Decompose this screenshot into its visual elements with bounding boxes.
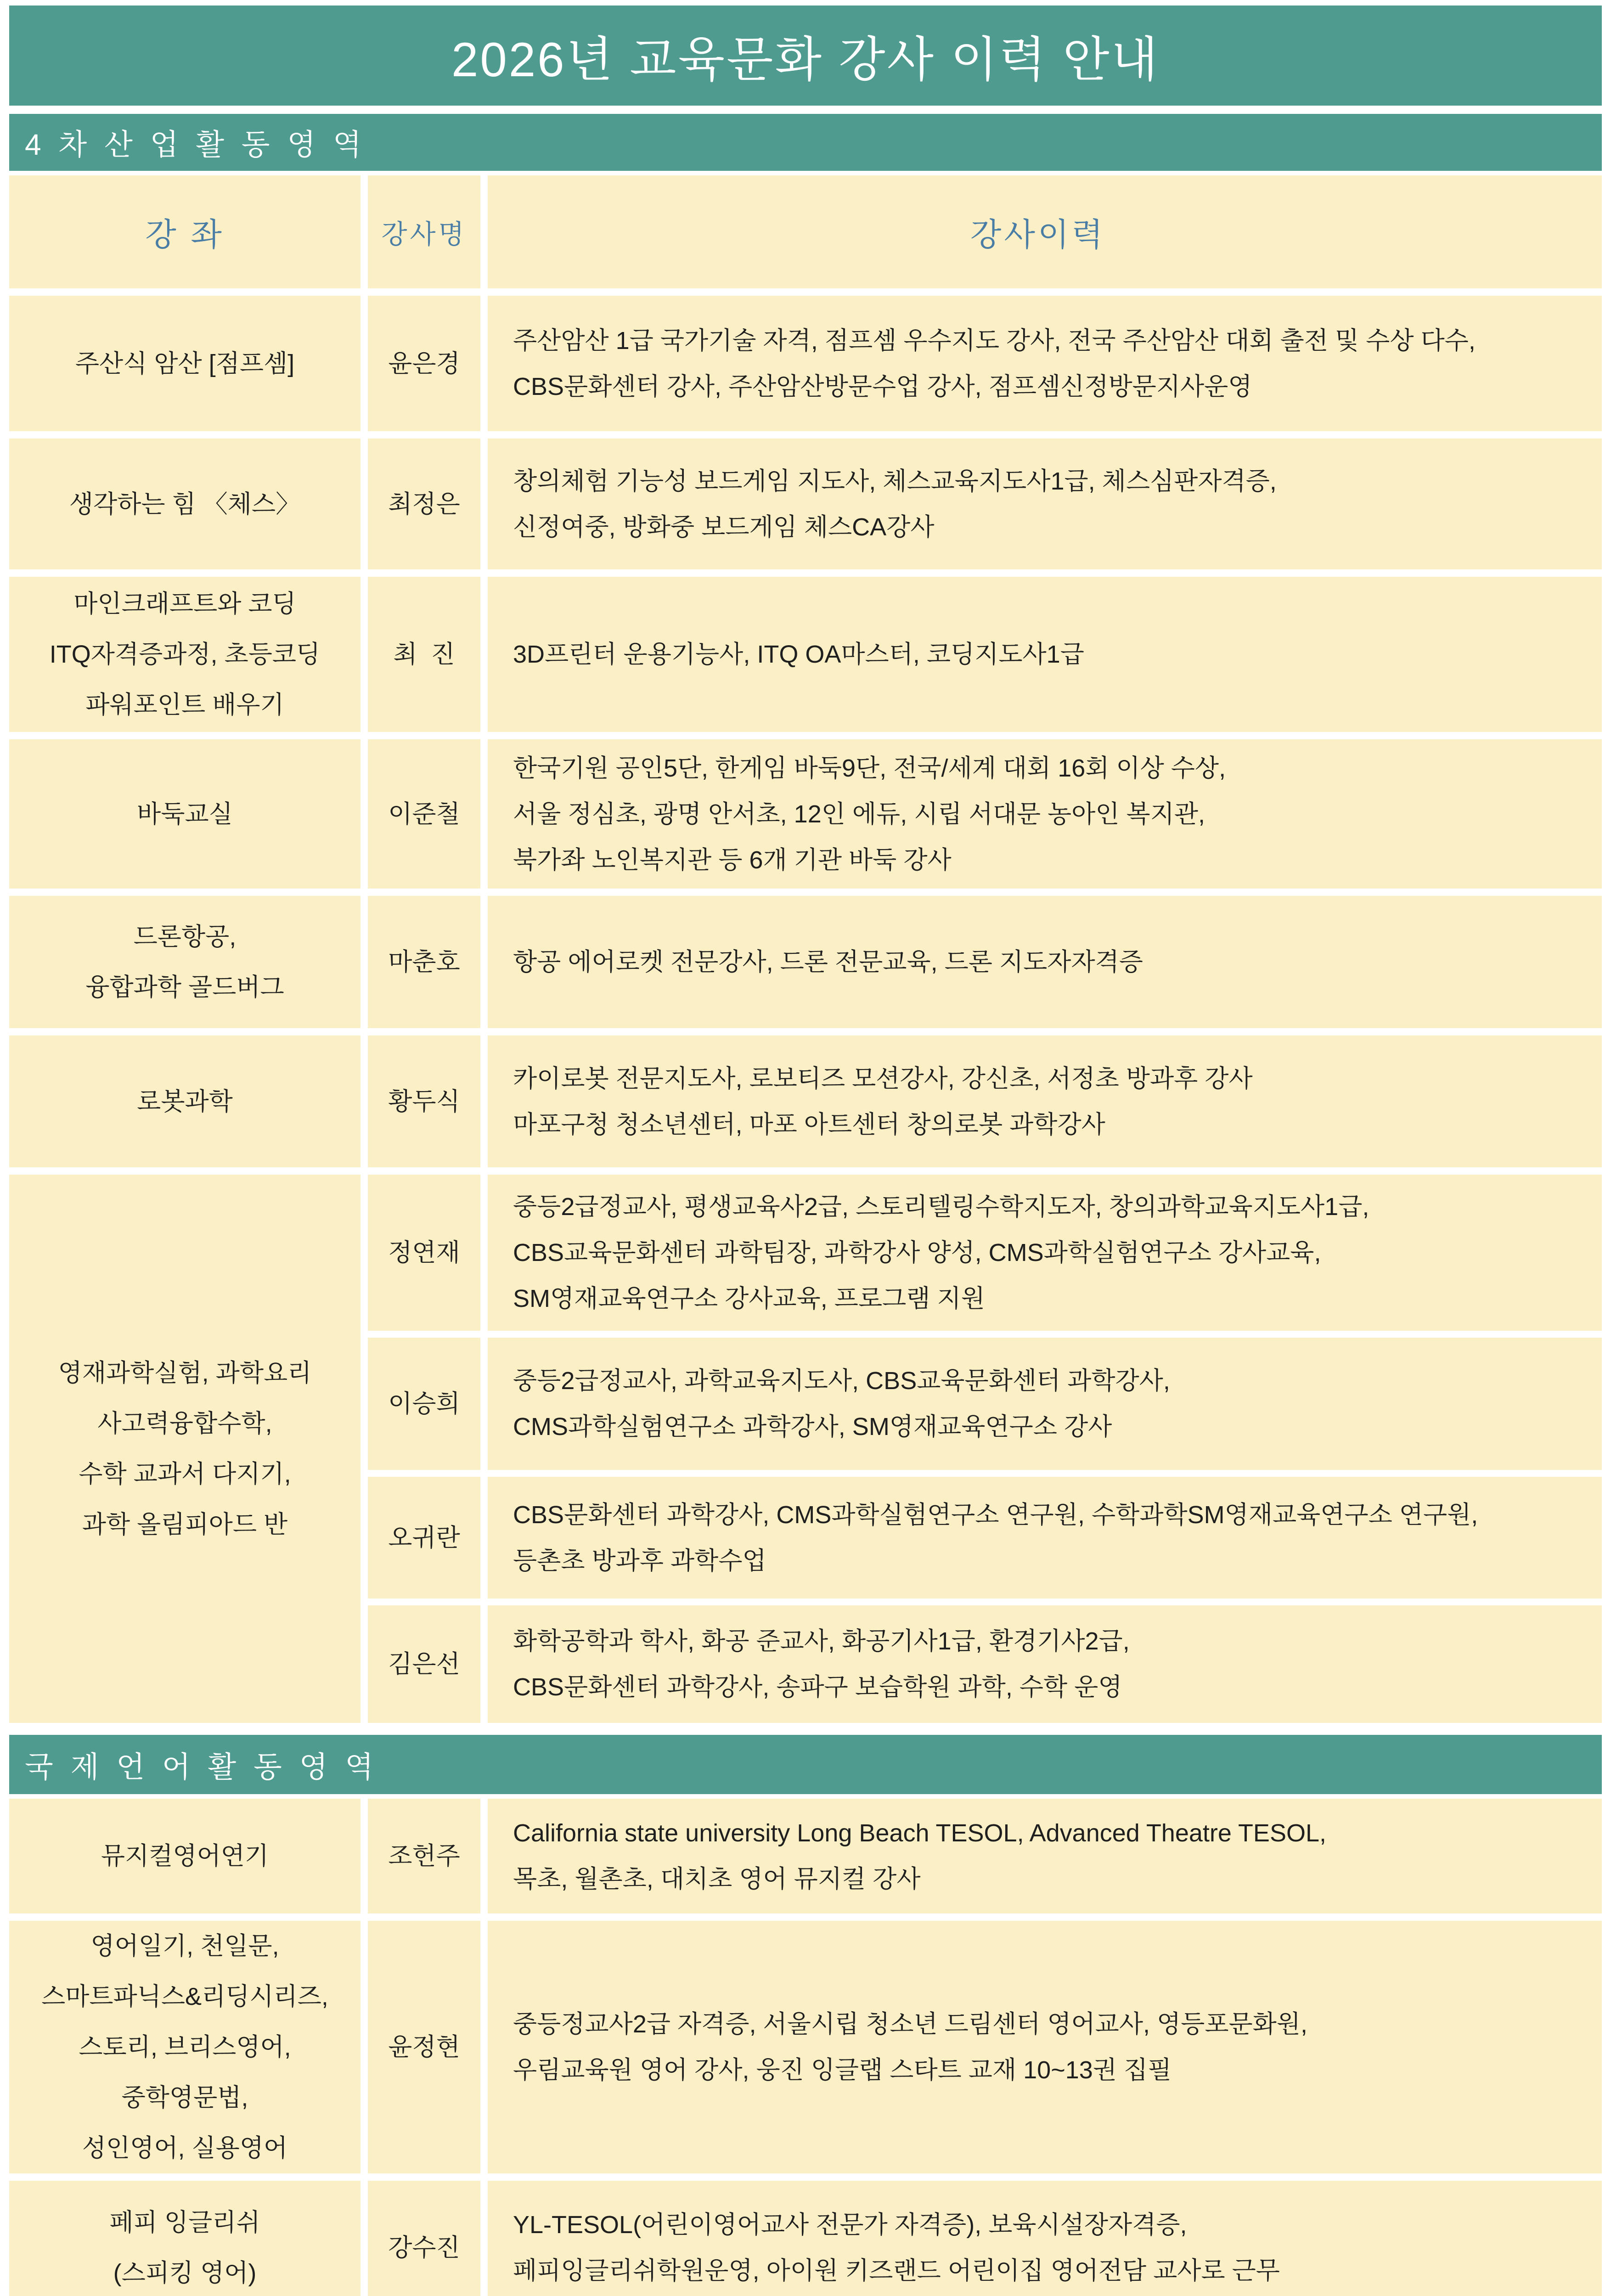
section-bar-international-language: [9, 1735, 1602, 1794]
course-cell: [9, 439, 361, 569]
course-line: 마인크래프트와 코딩: [73, 590, 296, 618]
merged-sub-row: [368, 1338, 1602, 1470]
column-header-name: [368, 175, 480, 288]
history-line: 중등2급정교사, 과학교육지도사, CBS교육문화센터 과학강사,: [513, 1367, 1170, 1395]
course-line: 중학영문법,: [121, 2084, 248, 2111]
history-line: 목초, 월촌초, 대치초 영어 뮤지컬 강사: [513, 1865, 921, 1893]
course-cell: [9, 1921, 361, 2173]
history-line: 창의체험 기능성 보드게임 지도사, 체스교육지도사1급, 체스심판자격증,: [513, 467, 1277, 495]
history-cell: [488, 1477, 1602, 1598]
history-line: 서울 정심초, 광명 안서초, 12인 에듀, 시립 서대문 농아인 복지관,: [513, 800, 1205, 828]
course-cell: [9, 896, 361, 1028]
instructor-name-cell: [368, 1477, 480, 1598]
merged-sub-row: [368, 1477, 1602, 1598]
instructor-name-cell: [368, 296, 480, 431]
course-line: 스토리, 브리스영어,: [79, 2033, 291, 2061]
course-line: 사고력융합수학,: [97, 1410, 272, 1437]
instructor-name: 마춘호: [388, 948, 460, 976]
course-line: 영재과학실험, 과학요리: [58, 1359, 312, 1387]
column-header-name-label: 강사명: [381, 219, 467, 249]
table-row: [9, 1921, 1602, 2173]
history-line: CBS문화센터 과학강사, 송파구 보습학원 과학, 수학 운영: [513, 1673, 1122, 1701]
instructor-name: 조헌주: [388, 1842, 460, 1870]
column-header-history: [488, 175, 1602, 288]
instructor-name-cell: [368, 1799, 480, 1913]
course-line: 영어일기, 천일문,: [90, 1932, 279, 1960]
instructor-name: 윤은경: [388, 349, 460, 377]
instructor-table-international-language: [9, 1799, 1602, 2296]
instructor-name-cell: [368, 896, 480, 1028]
instructor-name: 황두식: [388, 1087, 460, 1115]
table-header-row: [9, 175, 1602, 288]
instructor-name: 이승희: [388, 1390, 460, 1418]
history-cell: [488, 439, 1602, 569]
course-line: 뮤지컬영어연기: [101, 1842, 269, 1870]
history-line: 중등정교사2급 자격증, 서울시립 청소년 드림센터 영어교사, 영등포문화원,: [513, 2010, 1307, 2038]
course-line: 주산식 암산 [점프셈]: [75, 349, 295, 377]
history-line: CBS교육문화센터 과학팀장, 과학강사 양성, CMS과학실험연구소 강사교육,: [513, 1239, 1321, 1266]
page-title: 2026년 교육문화 강사 이력 안내: [451, 33, 1160, 87]
instructor-name: 김은선: [388, 1650, 460, 1678]
course-line: 파워포인트 배우기: [85, 691, 284, 719]
history-cell: [488, 1799, 1602, 1913]
section-bar-4th-industry: [9, 114, 1602, 171]
course-line: 스마트파닉스&리딩시리즈,: [41, 1983, 328, 2010]
course-cell: [9, 296, 361, 431]
table-row: [9, 2181, 1602, 2296]
history-line: CBS문화센터 강사, 주산암산방문수업 강사, 점프셈신정방문지사운영: [513, 372, 1252, 400]
instructor-name: 오귀란: [388, 1524, 460, 1552]
instructor-name: 이준철: [388, 800, 460, 828]
merged-instructor-list: [368, 1175, 1602, 1723]
instructor-name-cell: [368, 1338, 480, 1470]
instructor-name-cell: [368, 1035, 480, 1167]
instructor-name-cell: [368, 577, 480, 732]
course-line: 과학 올림피아드 반: [82, 1511, 288, 1538]
history-line: 마포구청 청소년센터, 마포 아트센터 창의로봇 과학강사: [513, 1110, 1105, 1138]
history-line: 항공 에어로켓 전문강사, 드론 전문교육, 드론 지도자자격증: [513, 948, 1143, 976]
history-cell: [488, 2181, 1602, 2296]
course-cell: [9, 739, 361, 889]
instructor-name-cell: [368, 1921, 480, 2173]
course-line: 페피 잉글리쉬: [109, 2209, 260, 2236]
course-line: 드론항공,: [133, 923, 237, 951]
course-line: 로봇과학: [137, 1087, 233, 1115]
history-line: California state university Long Beach TESOL, Advanced Theatre TESOL,: [513, 1819, 1327, 1847]
course-line: (스피킹 영어): [113, 2259, 257, 2287]
instructor-name: 강수진: [388, 2234, 460, 2262]
history-cell: [488, 739, 1602, 889]
table-row: [9, 1799, 1602, 1913]
column-header-course-label: 강 좌: [145, 216, 225, 253]
history-line: 신정여중, 방화중 보드게임 체스CA강사: [513, 513, 935, 541]
column-header-course: [9, 175, 361, 288]
column-header-history-label: 강사이력: [970, 216, 1106, 253]
merged-sub-row: [368, 1605, 1602, 1723]
table-row: [9, 577, 1602, 732]
instructor-name-cell: [368, 439, 480, 569]
history-line: 북가좌 노인복지관 등 6개 기관 바둑 강사: [513, 846, 952, 874]
table-row: [9, 1035, 1602, 1167]
instructor-name: 최정은: [388, 490, 460, 518]
history-line: 한국기원 공인5단, 한게임 바둑9단, 전국/세계 대회 16회 이상 수상,: [513, 754, 1226, 782]
instructor-name: 정연재: [388, 1239, 460, 1266]
course-cell: [9, 1035, 361, 1167]
history-cell: [488, 1035, 1602, 1167]
history-line: CBS문화센터 과학강사, CMS과학실험연구소 연구원, 수학과학SM영재교육연구소 연구원,: [513, 1501, 1478, 1529]
history-line: 화학공학과 학사, 화공 준교사, 화공기사1급, 환경기사2급,: [513, 1627, 1130, 1655]
history-line: 카이로봇 전문지도사, 로보티즈 모션강사, 강신초, 서정초 방과후 강사: [513, 1064, 1253, 1092]
course-cell: [9, 2181, 361, 2296]
history-cell: [488, 1921, 1602, 2173]
section-heading: 4 차 산 업 활 동 영 역: [25, 128, 366, 161]
history-line: 우림교육원 영어 강사, 웅진 잉글랩 스타트 교재 10~13권 집필: [513, 2056, 1172, 2084]
history-cell: [488, 1338, 1602, 1470]
table-row: [9, 896, 1602, 1028]
course-line: 융합과학 골드버그: [85, 974, 284, 1001]
instructor-name: 윤정현: [388, 2033, 460, 2061]
course-line: 생각하는 힘 〈체스〉: [69, 490, 301, 518]
history-line: 중등2급정교사, 평생교육사2급, 스토리텔링수학지도자, 창의과학교육지도사1급,: [513, 1193, 1369, 1221]
table-row: [9, 296, 1602, 431]
course-line: 바둑교실: [137, 800, 233, 828]
merged-sub-row: [368, 1175, 1602, 1331]
history-line: YL-TESOL(어린이영어교사 전문가 자격증), 보육시설장자격증,: [513, 2211, 1187, 2239]
course-cell: [9, 577, 361, 732]
history-line: SM영재교육연구소 강사교육, 프로그램 지원: [513, 1285, 985, 1312]
history-cell: [488, 1175, 1602, 1331]
instructor-name-cell: [368, 2181, 480, 2296]
history-cell: [488, 577, 1602, 732]
instructor-name: 최 진: [393, 641, 455, 668]
table-row: [9, 739, 1602, 889]
instructor-table-4th-industry: [9, 175, 1602, 1723]
section-heading: 국 제 언 어 활 동 영 역: [25, 1750, 378, 1784]
history-line: CMS과학실험연구소 과학강사, SM영재교육연구소 강사: [513, 1413, 1112, 1441]
instructor-name-cell: [368, 739, 480, 889]
table-row-merged-science: [9, 1175, 1602, 1723]
course-line: 성인영어, 실용영어: [82, 2134, 288, 2162]
history-line: 페피잉글리쉬학원운영, 아이원 키즈랜드 어린이집 영어전담 교사로 근무: [513, 2257, 1280, 2285]
history-cell: [488, 296, 1602, 431]
history-line: 주산암산 1급 국가기술 자격, 점프셈 우수지도 강사, 전국 주산암산 대회 출전 및 수상 다수,: [513, 326, 1476, 355]
history-line: 3D프린터 운용기능사, ITQ OA마스터, 코딩지도사1급: [513, 641, 1084, 668]
history-line: 등촌초 방과후 과학수업: [513, 1547, 766, 1575]
course-line: 수학 교과서 다지기,: [79, 1460, 291, 1488]
instructor-name-cell: [368, 1175, 480, 1331]
course-cell: [9, 1799, 361, 1913]
title-bar: [9, 6, 1602, 106]
table-row: [9, 439, 1602, 569]
instructor-name-cell: [368, 1605, 480, 1723]
course-line: ITQ자격증과정, 초등코딩: [49, 641, 321, 668]
history-cell: [488, 1605, 1602, 1723]
course-cell-merged: [9, 1175, 361, 1723]
history-cell: [488, 896, 1602, 1028]
